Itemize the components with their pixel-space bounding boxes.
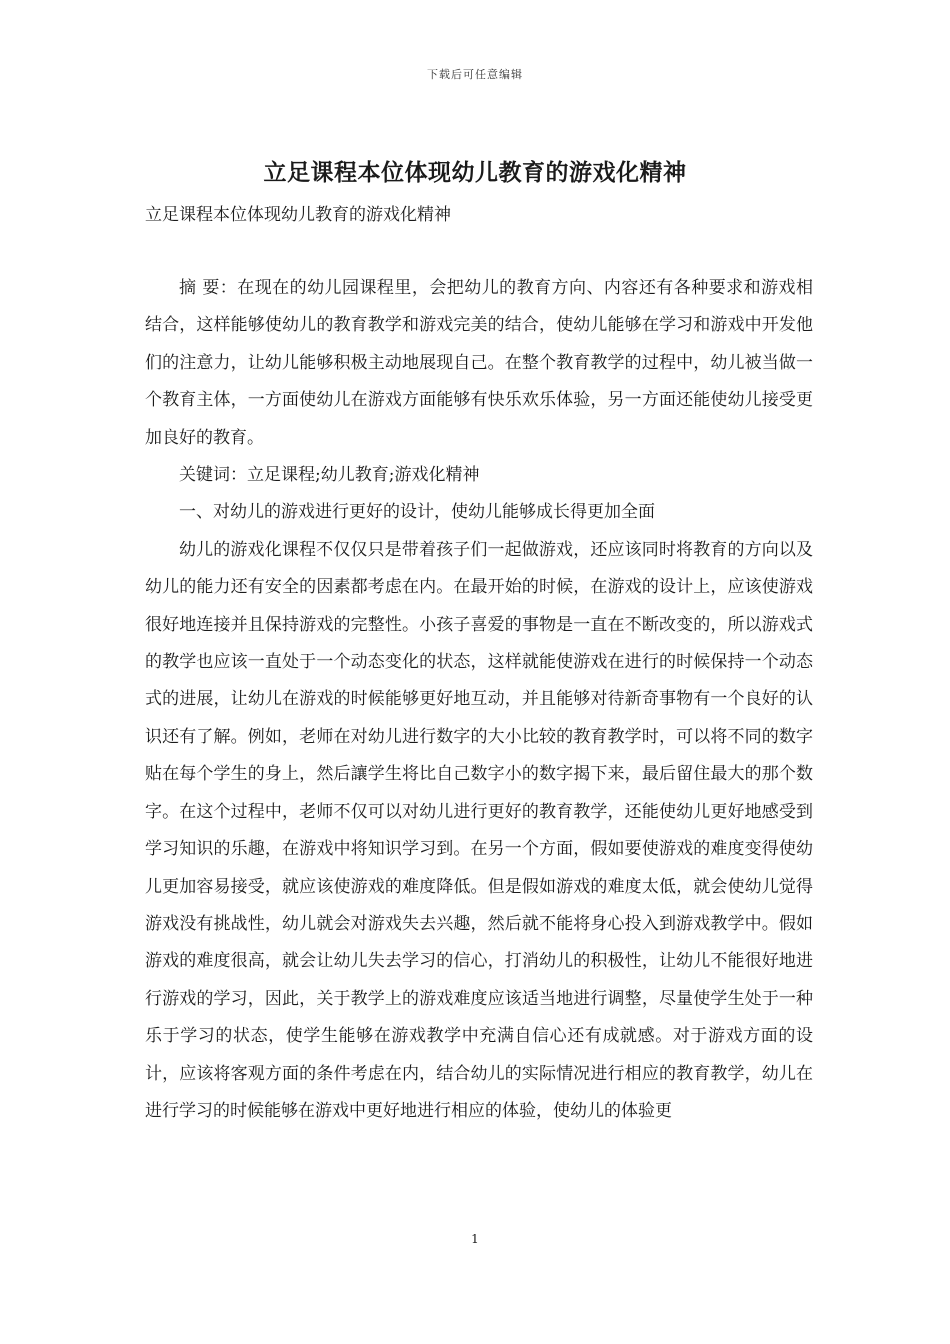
header-note: 下载后可任意编辑 — [427, 68, 523, 81]
body-paragraph: 幼儿的游戏化课程不仅仅只是带着孩子们一起做游戏，还应该同时将教育的方向以及幼儿的能力还有安全的因素都考虑在内。在最开始的时候，在游戏的设计上，应该使游戏很好地连接并且保持游戏的完整性。小孩子喜爱的事物是一直在不断改变的，所以游戏式的教学也应该一直处于一个动态变化的状态，这样就能使游戏在进行的时候保持一个动态式的进展，让幼儿在游戏的时候能够更好地互动，并且能够对待新奇事物有一个良好的认识还有了解。例如，老师在对幼儿进行数字的大小比较的教育教学时，可以将不同的数字贴在每个学生的身上，然后讓学生将比自己数字小的数字揭下来，最后留住最大的那个数字。在这个过程中，老师不仅可以对幼儿进行更好的教育教学，还能使幼儿更好地感受到学习知识的乐趣，在游戏中将知识学习到。在另一个方面，假如要使游戏的难度变得使幼儿更加容易接受，就应该使游戏的难度降低。但是假如游戏的难度太低，就会使幼儿觉得游戏没有挑战性，幼儿就会对游戏失去兴趣，然后就不能将身心投入到游戏教学中。假如游戏的难度很高，就会让幼儿失去学习的信心，打消幼儿的积极性，让幼儿不能很好地进行游戏的学习，因此，关于教学上的游戏难度应该适当地进行调整，尽量使学生处于一种乐于学习的状态，使学生能够在游戏教学中充满自信心还有成就感。对于游戏方面的设计，应该将客观方面的条件考虑在内，结合幼儿的实际情况进行相应的教育教学，幼儿在进行学习的时候能够在游戏中更好地进行相应的体验，使幼儿的体验更 — [145, 539, 813, 1121]
keywords-paragraph: 关键词：立足课程;幼儿教育;游戏化精神 — [179, 465, 480, 486]
page-number: 1 — [471, 1232, 479, 1246]
document-title: 立足课程本位体现幼儿教育的游戏化精神 — [263, 159, 687, 186]
document-body — [145, 270, 813, 1130]
section-heading: 一、对幼儿的游戏进行更好的设计，使幼儿能够成长得更加全面 — [179, 502, 655, 523]
abstract-paragraph: 摘 要：在现在的幼儿园课程里，会把幼儿的教育方向、内容还有各种要求和游戏相结合，这样能够使幼儿的教育教学和游戏完美的结合，使幼儿能够在学习和游戏中开发他们的注意力，让幼儿能够积极主动地展现自己。在整个教育教学的过程中，幼儿被当做一个教育主体，一方面使幼儿在游戏方面能够有快乐欢乐体验，另一方面还能使幼儿接受更加良好的教育。 — [145, 278, 813, 448]
document-subtitle: 立足课程本位体现幼儿教育的游戏化精神 — [145, 205, 451, 225]
